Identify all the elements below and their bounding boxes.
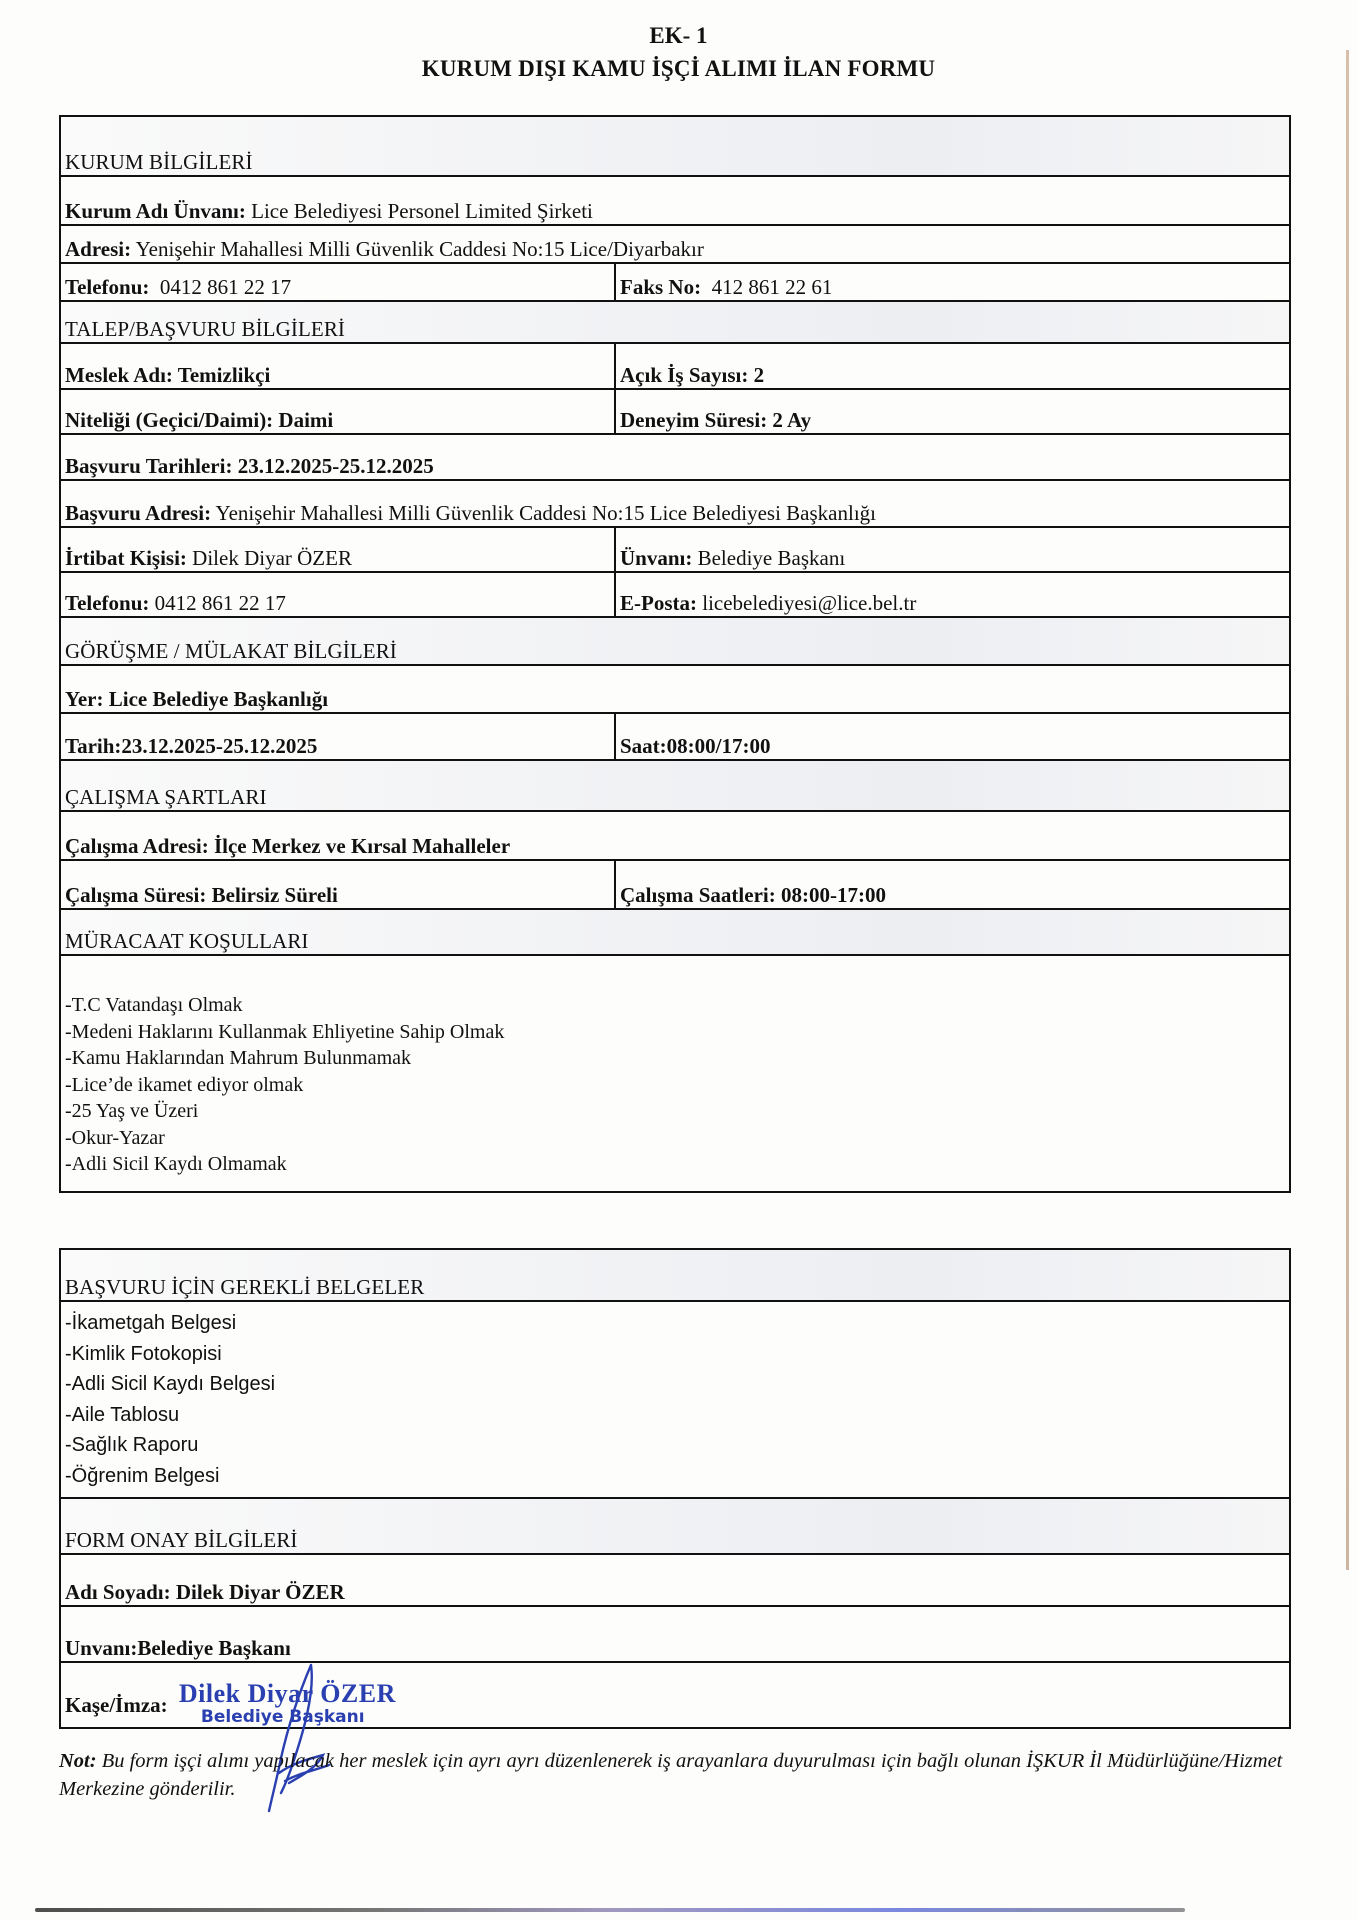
irtibat-kisisi-value: Dilek Diyar ÖZER	[192, 546, 352, 570]
section-form-onay: FORM ONAY BİLGİLERİ	[60, 1498, 1290, 1554]
field-kurum-adres	[60, 225, 1290, 263]
basvuru-adresi-value: Yenişehir Mahallesi Milli Güvenlik Caddesi No:15 Lice Belediyesi Başkanlığı	[215, 501, 876, 525]
field-kurum-faks	[615, 263, 1290, 301]
section-kurum-bilgileri: KURUM BİLGİLERİ	[60, 116, 1290, 176]
e-posta-value[interactable]: licebelediyesi@lice.bel.tr	[702, 591, 917, 615]
list-item: -T.C Vatandaşı Olmak	[65, 994, 243, 1016]
list-item: -İkametgah Belgesi	[65, 1312, 237, 1334]
kurum-adi-label: Kurum Adı Ünvanı:	[65, 199, 246, 223]
kurum-adres-value: Yenişehir Mahallesi Milli Güvenlik Caddesi No:15 Lice/Diyarbakır	[135, 237, 704, 261]
list-item: -Kimlik Fotokopisi	[65, 1342, 222, 1365]
field-e-posta	[615, 572, 1290, 617]
scan-page-edge	[1346, 50, 1349, 1570]
kurum-faks-value: 412 861 22 61	[711, 275, 833, 299]
field-gorusme-yer: Yer: Lice Belediye Başkanlığı	[60, 665, 1290, 713]
field-onay-unvani: Unvanı:Belediye Başkanı	[60, 1606, 1290, 1662]
footnote-text: Bu form işçi alımı yapılacak her meslek için ayrı ayrı düzenlenerek iş arayanlara duyurulması için bağlı olunan İŞKUR İl Müdürlüğüne/Hizmet Merkezine gönderilir.	[59, 1750, 1283, 1800]
list-item: -Adli Sicil Kaydı Olmamak	[65, 1153, 287, 1175]
field-meslek-adi: Meslek Adı: Temizlikçi	[60, 343, 615, 389]
list-item: -Sağlık Raporu	[65, 1434, 199, 1456]
irtibat-telefon-value: 0412 861 22 17	[154, 591, 286, 615]
approval-form-table	[59, 1248, 1291, 1729]
field-deneyim-suresi: Deneyim Süresi: 2 Ay	[615, 389, 1290, 434]
field-irtibat-unvani	[615, 527, 1290, 572]
field-onay-adi-soyadi: Adı Soyadı: Dilek Diyar ÖZER	[60, 1554, 1290, 1606]
list-item: -Aile Tablosu	[65, 1403, 180, 1426]
basvuru-adresi-label: Başvuru Adresi:	[65, 501, 212, 525]
field-calisma-adresi: Çalışma Adresi: İlçe Merkez ve Kırsal Mahalleler	[60, 811, 1290, 860]
footnote	[59, 1747, 1299, 1803]
list-item: -Öğrenim Belgesi	[65, 1464, 220, 1487]
field-basvuru-tarihleri: Başvuru Tarihleri: 23.12.2025-25.12.2025	[60, 434, 1290, 480]
irtibat-unvani-value: Belediye Başkanı	[697, 546, 846, 570]
field-irtibat-telefon	[60, 572, 615, 617]
list-item: -Lice’de ikamet ediyor olmak	[65, 1073, 304, 1096]
field-kurum-adi	[60, 176, 1290, 225]
kurum-adres-label: Adresi:	[65, 237, 132, 261]
field-calisma-saatleri: Çalışma Saatleri: 08:00-17:00	[615, 860, 1290, 909]
list-item: -Kamu Haklarından Mahrum Bulunmamak	[65, 1047, 412, 1069]
field-niteligi: Niteliği (Geçici/Daimi): Daimi	[60, 389, 615, 434]
list-item: -Adli Sicil Kaydı Belgesi	[65, 1373, 276, 1395]
announcement-form-table	[59, 115, 1291, 1193]
annex-label: EK- 1	[649, 23, 708, 48]
kurum-adi-value: Lice Belediyesi Personel Limited Şirketi	[251, 199, 593, 223]
kurum-faks-label: Faks No:	[620, 275, 702, 299]
irtibat-kisisi-label: İrtibat Kişisi:	[65, 546, 187, 570]
field-acik-is-sayisi: Açık İş Sayısı: 2	[615, 343, 1290, 389]
kurum-telefon-label: Telefonu:	[65, 275, 150, 299]
official-stamp	[179, 1681, 396, 1727]
list-item: -25 Yaş ve Üzeri	[65, 1100, 199, 1122]
stamp-name: Dilek Diyar ÖZER	[178, 1679, 396, 1708]
section-gerekli-belgeler: BAŞVURU İÇİN GEREKLİ BELGELER	[60, 1249, 1290, 1301]
section-muracaat-kosullari: MÜRACAAT KOŞULLARI	[60, 909, 1290, 955]
list-item: -Okur-Yazar	[65, 1126, 165, 1149]
document-title: KURUM DIŞI KAMU İŞÇİ ALIMI İLAN FORMU	[421, 56, 936, 81]
field-basvuru-adresi	[60, 480, 1290, 527]
kurum-telefon-value: 0412 861 22 17	[159, 275, 292, 299]
muracaat-kosullari-list	[60, 955, 1290, 1192]
stamp-role: Belediye Başkanı	[200, 1707, 365, 1727]
list-item: -Medeni Haklarını Kullanmak Ehliyetine Sahip Olmak	[65, 1020, 505, 1043]
kase-imza-label: Kaşe/İmza:	[65, 1693, 168, 1717]
e-posta-label: E-Posta:	[620, 591, 697, 615]
field-gorusme-tarih: Tarih:23.12.2025-25.12.2025	[60, 713, 615, 760]
irtibat-telefon-label: Telefonu:	[65, 591, 150, 615]
document-header	[0, 22, 1357, 84]
field-gorusme-saat: Saat:08:00/17:00	[615, 713, 1290, 760]
section-calisma-sartlari: ÇALIŞMA ŞARTLARI	[60, 760, 1290, 811]
gerekli-belgeler-list	[60, 1301, 1290, 1498]
field-irtibat-kisisi	[60, 527, 615, 572]
section-gorusme-mulakat: GÖRÜŞME / MÜLAKAT BİLGİLERİ	[60, 617, 1290, 665]
field-kurum-telefon	[60, 263, 615, 301]
irtibat-unvani-label: Ünvanı:	[620, 546, 693, 570]
field-kase-imza	[60, 1662, 1290, 1728]
field-calisma-suresi: Çalışma Süresi: Belirsiz Süreli	[60, 860, 615, 909]
footnote-label: Not:	[59, 1750, 97, 1772]
section-talep-basvuru: TALEP/BAŞVURU BİLGİLERİ	[60, 301, 1290, 343]
scan-bottom-edge	[35, 1908, 1185, 1912]
